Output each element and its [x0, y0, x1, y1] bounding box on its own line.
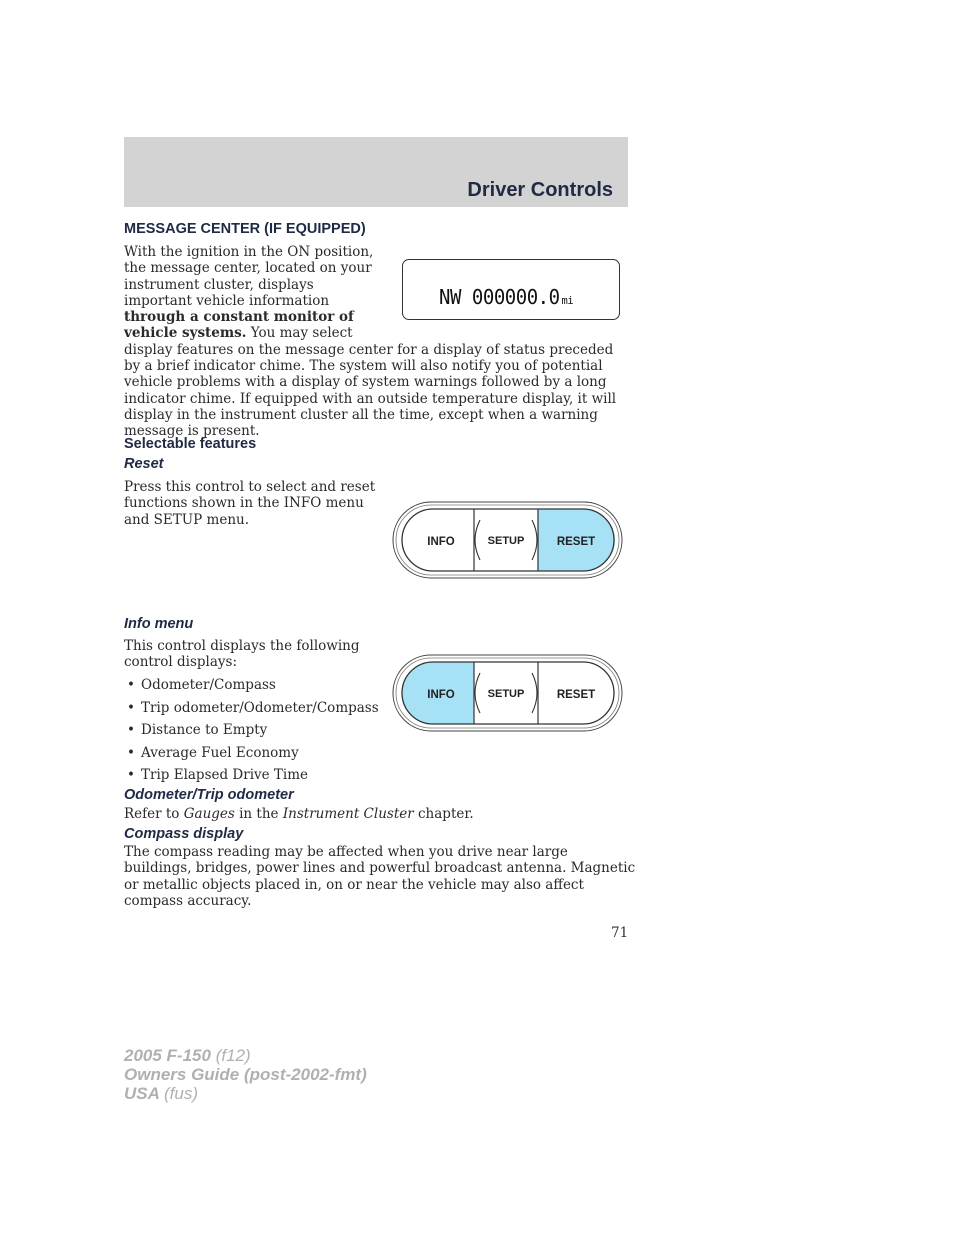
selectable-features-heading: Selectable features [124, 436, 257, 452]
reset-button-label: RESET [556, 689, 596, 701]
reset-line: Press this control to select and reset [124, 479, 376, 495]
intro-bold-text: through a constant monitor of [124, 309, 354, 326]
reset-description [124, 479, 375, 528]
info-button-label: INFO [427, 536, 455, 548]
intro-line: You may select [246, 325, 353, 342]
page-number: 71 [611, 925, 629, 941]
compass-line: The compass reading may be affected when you drive near large [124, 844, 568, 860]
compass-line: buildings, bridges, power lines and powerful broadcast antenna. Magnetic [124, 860, 636, 877]
info-menu-list [124, 676, 379, 789]
control-illustration-info [392, 653, 624, 733]
reset-line: and SETUP menu. [124, 511, 250, 528]
intro-line: by a brief indicator chime. The system will also notify you of potential [124, 358, 603, 375]
section-title: Driver Controls [467, 179, 613, 201]
list-item: • Distance to Empty [127, 722, 268, 738]
message-center-display-illustration [402, 259, 620, 320]
list-item: • Trip Elapsed Drive Time [127, 767, 309, 783]
intro-line: indicator chime. If equipped with an outside temperature display, it will [124, 390, 617, 407]
odometer-unit: mi [561, 294, 574, 307]
compass-heading: Compass display [124, 826, 244, 842]
info-menu-heading: Info menu [124, 616, 194, 632]
footer-market: USA [124, 1084, 160, 1103]
odometer-description: Refer to Gauges in the Instrument Cluster chapter. [124, 806, 474, 822]
info-button-label: INFO [427, 689, 455, 701]
compass-line: compass accuracy. [124, 892, 252, 909]
message-center-heading: MESSAGE CENTER (IF EQUIPPED) [124, 221, 366, 237]
reset-heading: Reset [124, 456, 164, 472]
intro-line: With the ignition in the ON position, [124, 244, 374, 260]
list-item: • Trip odometer/Odometer/Compass [127, 699, 379, 716]
intro-line: instrument cluster, displays [124, 276, 314, 293]
compass-line: or metallic objects placed in, on or near the vehicle may also affect [124, 876, 584, 893]
info-menu-line: This control displays the following [124, 638, 360, 654]
intro-line: the message center, located on your [124, 260, 372, 277]
gauges-reference: Gauges [183, 806, 235, 822]
odometer-heading: Odometer/Trip odometer [124, 787, 294, 803]
footer-guide: Owners Guide (post-2002-fmt) [124, 1065, 367, 1084]
document-footer [124, 1046, 367, 1103]
intro-line: display features on the message center for a display of status preceded [124, 341, 614, 358]
info-menu-description [124, 638, 359, 671]
intro-line: display in the instrument cluster all the time, except when a warning [124, 406, 598, 423]
setup-button-label: SETUP [487, 535, 525, 547]
list-item: • Odometer/Compass [127, 677, 276, 693]
reset-line: functions shown in the INFO menu [124, 495, 364, 512]
footer-market-code: (fus) [164, 1084, 198, 1103]
footer-model: 2005 F-150 [124, 1046, 211, 1065]
intro-line: vehicle problems with a display of system warnings followed by a long [124, 374, 607, 391]
reset-button-label: RESET [556, 536, 596, 548]
footer-model-code: (f12) [215, 1046, 251, 1065]
control-illustration-reset [392, 500, 624, 580]
intro-bold-text: vehicle systems. [124, 325, 247, 342]
intro-line: message is present. [124, 423, 260, 440]
list-item: • Average Fuel Economy [127, 744, 299, 761]
odometer-readout: NW 000000.0 mi [439, 285, 574, 309]
section-header-band [124, 137, 628, 207]
intro-line: important vehicle information [124, 292, 330, 309]
compass-description [124, 844, 635, 909]
info-menu-line: control displays: [124, 654, 237, 671]
setup-button-label: SETUP [487, 688, 525, 700]
instrument-cluster-reference: Instrument Cluster [282, 806, 414, 822]
